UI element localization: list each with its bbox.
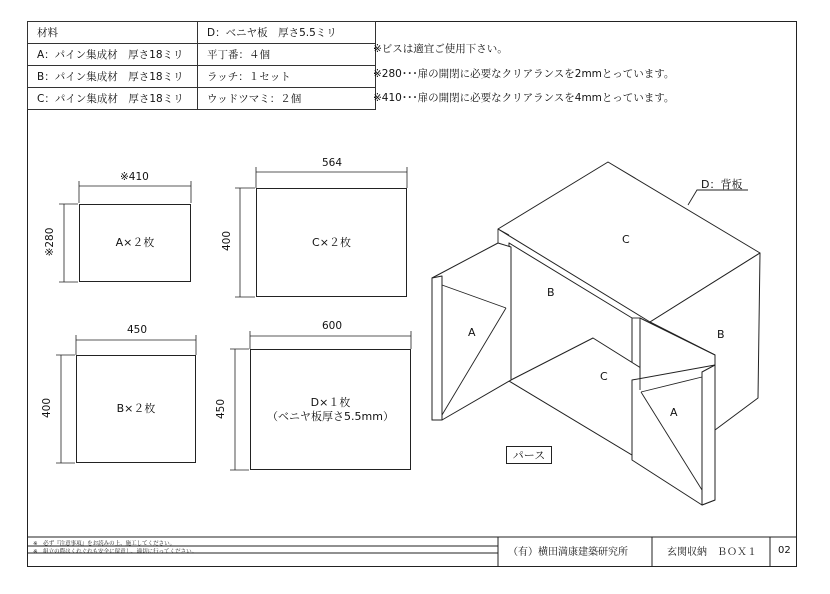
persp-label-b-left: B — [547, 286, 555, 299]
materials-header-right: D：ベニヤ板 厚さ5.5ミリ — [198, 22, 376, 44]
panel-c-height: 400 — [221, 230, 233, 252]
footnote-read-notes: ※ 必ず『注意事項』をお読みの上、施工してください。 — [33, 541, 176, 547]
panel-c-width: 564 — [322, 157, 343, 169]
material-b: B：パイン集成材 厚さ18ミリ — [28, 66, 198, 88]
persp-label-a-right: A — [670, 406, 678, 419]
panel-d-label: D×１枚 — [310, 395, 351, 409]
panel-b-width: 450 — [127, 324, 148, 336]
persp-label-c-bottom: C — [600, 370, 608, 383]
drawing-title: 玄関収納 ＢＯＸ１ — [667, 546, 757, 558]
panel-a-width: ※410 — [120, 171, 149, 183]
material-a: A：パイン集成材 厚さ18ミリ — [28, 44, 198, 66]
note-screws: ※ビスは適宜ご使用下さい。 — [373, 43, 508, 55]
hardware-latch: ラッチ：１セット — [198, 66, 376, 88]
perspective-view-label: パース — [506, 446, 552, 464]
panel-a-height: ※280 — [44, 227, 56, 257]
note-280-clearance: ※280･･･扉の開閉に必要なクリアランスを2mmとっています。 — [373, 68, 675, 80]
panel-d-height: 450 — [215, 398, 227, 420]
materials-header-left: 材料 — [28, 22, 198, 44]
panel-a-label: A×２枚 — [115, 236, 155, 249]
panel-d-width: 600 — [322, 320, 343, 332]
persp-label-a-left: A — [468, 326, 476, 339]
panel-b-label: B×２枚 — [116, 402, 156, 415]
footnote-safety: ※ 組立の際はくれぐれも安全に留意し、適切に行ってください。 — [33, 549, 198, 555]
panel-d-sublabel: （ベニヤ板厚さ5.5mm） — [267, 409, 394, 423]
persp-label-c-top: C — [622, 233, 630, 246]
hardware-knob: ウッドツマミ：２個 — [198, 88, 376, 110]
persp-label-b-right: B — [717, 328, 725, 341]
note-410-clearance: ※410･･･扉の開閉に必要なクリアランスを4mmとっています。 — [373, 92, 675, 104]
panel-b-height: 400 — [41, 397, 53, 419]
material-c: C：パイン集成材 厚さ18ミリ — [28, 88, 198, 110]
panel-c-label: C×２枚 — [312, 235, 351, 249]
sheet-number: 02 — [778, 544, 791, 556]
company-name: （有）横田満康建築研究所 — [508, 546, 628, 558]
hardware-hinge: 平丁番：４個 — [198, 44, 376, 66]
persp-label-back: D：背板 — [701, 178, 743, 191]
